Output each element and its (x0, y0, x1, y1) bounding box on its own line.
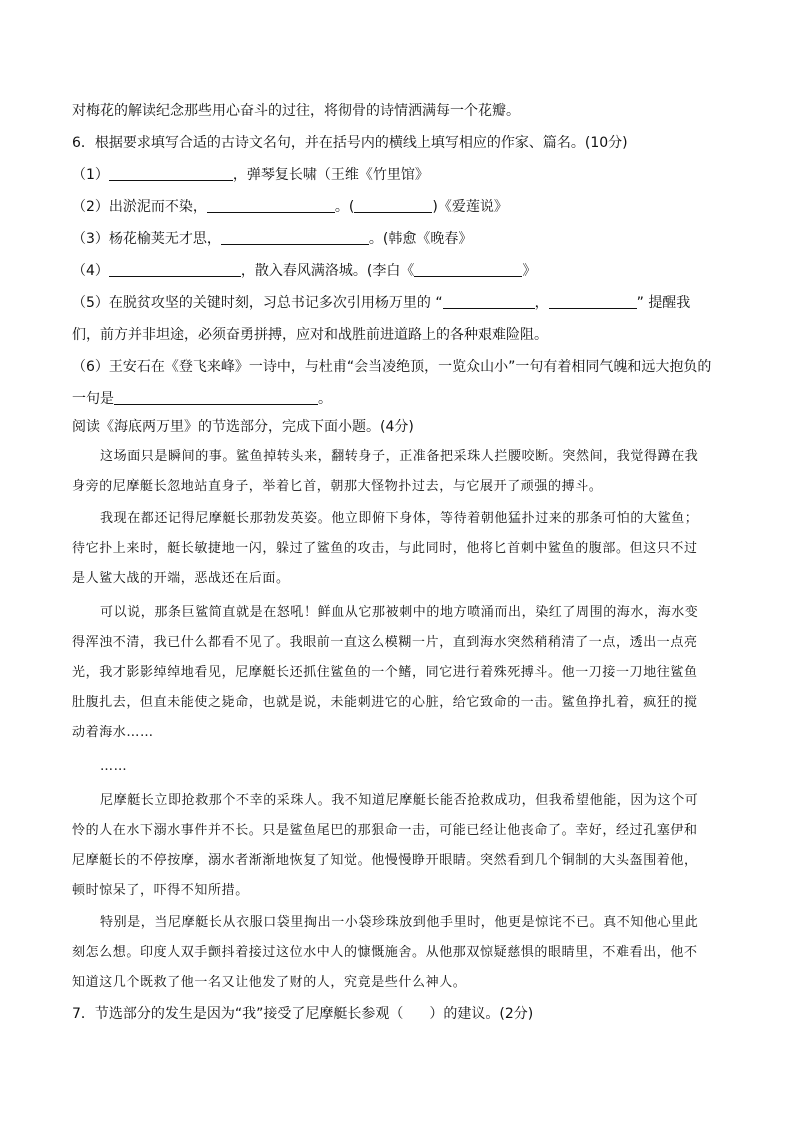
answer-blank[interactable] (109, 262, 241, 277)
q6-item-4-mid: ，散入春风满洛城。(李白《 (240, 263, 415, 279)
question-7-end: ）的建议。(2分) (429, 1006, 534, 1022)
passage-line: 是人鲨大战的开端，恶战还在后面。 (72, 571, 290, 586)
q6-item-5-line-2: 们，前方并非坦途，必须奋勇拼搏，应对和战胜前进道路上的各种艰难险阻。 (72, 327, 548, 343)
q6-item-1-number: （1） (72, 167, 109, 183)
q6-item-5-comma: ， (534, 295, 549, 311)
q6-item-2-text: （2）出淤泥而不染， (72, 199, 207, 215)
answer-blank[interactable] (221, 230, 369, 245)
q6-item-1-text: ，弹琴复长啸（王维《竹里馆》 (232, 167, 429, 183)
q6-item-2-mid: 。( (334, 199, 355, 215)
passage-line: 这场面只是瞬间的事。鲨鱼掉转头来，翻转身子，正准备把采珠人拦腰咬断。突然间，我觉得蹲在我 (100, 449, 699, 464)
passage-line: 肚腹扎去，但直未能使之毙命，也就是说，未能刺进它的心脏，给它致命的一击。鲨鱼挣扎着，疯狂的搅 (72, 695, 698, 710)
q6-item-6-line-2 (72, 390, 794, 408)
q6-item-4 (72, 262, 794, 280)
q6-item-6-end: 。 (318, 391, 332, 407)
q6-item-4-number: （4） (72, 263, 109, 279)
passage-line: 动着海水…… (72, 725, 154, 740)
answer-blank[interactable] (109, 166, 233, 181)
answer-blank[interactable] (443, 294, 535, 309)
q6-item-2 (72, 198, 794, 216)
answer-blank[interactable] (549, 294, 637, 309)
passage-line: 尼摩艇长的不停按摩，溺水者渐渐地恢复了知觉。他慢慢睁开眼睛。突然看到几个铜制的大头盔围着他， (72, 853, 698, 868)
passage-line: 光，我才影影绰绰地看见，尼摩艇长还抓住鲨鱼的一个鳍，同它进行着殊死搏斗。他一刀接一刀地往鲨鱼 (72, 665, 698, 680)
passage-line: 特别是，当尼摩艇长从衣服口袋里掏出一小袋珍珠放到他手里时，他更是惊诧不已。真不知他心里此 (100, 915, 699, 930)
q6-item-5-text: （5）在脱贫攻坚的关键时刻，习总书记多次引用杨万里的 “ (72, 295, 443, 311)
intro-tail: 对梅花的解读纪念那些用心奋斗的过往，将彻骨的诗情洒满每一个花瓣。 (72, 103, 520, 119)
answer-blank[interactable] (207, 198, 335, 213)
passage-line: 顿时惊呆了，吓得不知所措。 (72, 883, 249, 898)
reading-instruction: 阅读《海底两万里》的节选部分，完成下面小题。(4分) (72, 419, 414, 435)
passage-line: 身旁的尼摩艇长忽地站直身子，举着匕首，朝那大怪物扑过去，与它展开了顽强的搏斗。 (72, 479, 603, 494)
q6-item-3 (72, 230, 794, 248)
answer-blank[interactable] (354, 198, 432, 213)
passage-line: 怜的人在水下溺水事件并不长。只是鲨鱼尾巴的那狠命一击，可能已经让他丧命了。幸好，经过孔塞伊和 (72, 823, 698, 838)
passage-line: 可以说，那条巨鲨简直就是在怒吼！鲜血从它那被刺中的地方喷涌而出，染红了周围的海水，海水变 (100, 605, 699, 620)
q6-item-4-end: 》 (522, 263, 537, 279)
q6-item-5-text-end: ” 提醒我 (636, 295, 691, 311)
passage-line: 尼摩艇长立即抢救那个不幸的采珠人。我不知道尼摩艇长能否抢救成功，但我希望他能，因为这个可 (100, 793, 699, 808)
answer-blank[interactable] (414, 262, 522, 277)
passage-line: 知道这几个既救了他一名又让他发了财的人，究竟是些什么神人。 (72, 975, 467, 990)
passage-line: 得浑浊不清，我已什么都看不见了。我眼前一直这么模糊一片，直到海水突然稍稍清了一点，透出一点亮 (72, 635, 698, 650)
q6-item-5-line-1 (72, 294, 794, 312)
passage-ellipsis: …… (100, 759, 128, 774)
q6-item-6-line-1: （6）王安石在《登飞来峰》一诗中，与杜甫“会当凌绝顶，一览众山小”一句有着相同气魄和远大抱负的 (72, 359, 712, 375)
passage-line: 刻怎么想。印度人双手颤抖着接过这位水中人的慷慨施舍。从他那双惊疑慈惧的眼睛里，不难看出，他不 (72, 945, 698, 960)
passage-line: 我现在都还记得尼摩艇长那勃发英姿。他立即俯下身体，等待着朝他猛扑过来的那条可怕的大鲨鱼； (100, 511, 699, 526)
q6-item-2-end: )《爱莲说》 (432, 199, 508, 215)
q6-item-6-text: 一句是 (72, 391, 114, 407)
q6-item-3-end: 。(韩愈《晚春》 (368, 231, 473, 247)
answer-blank[interactable] (114, 390, 318, 405)
q6-item-3-text: （3）杨花榆荚无才思， (72, 231, 221, 247)
question-7 (72, 1005, 794, 1023)
question-6-title: 6．根据要求填写合适的古诗文名句，并在括号内的横线上填写相应的作家、篇名。(10分) (72, 135, 628, 151)
question-7-text: 7．节选部分的发生是因为“我”接受了尼摩艇长参观（ (72, 1006, 404, 1022)
q6-item-1 (72, 166, 794, 184)
passage-line: 待它扑上来时，艇长敏捷地一闪，躲过了鲨鱼的攻击，与此同时，他将匕首刺中鲨鱼的腹部。但这只不过 (72, 541, 698, 556)
